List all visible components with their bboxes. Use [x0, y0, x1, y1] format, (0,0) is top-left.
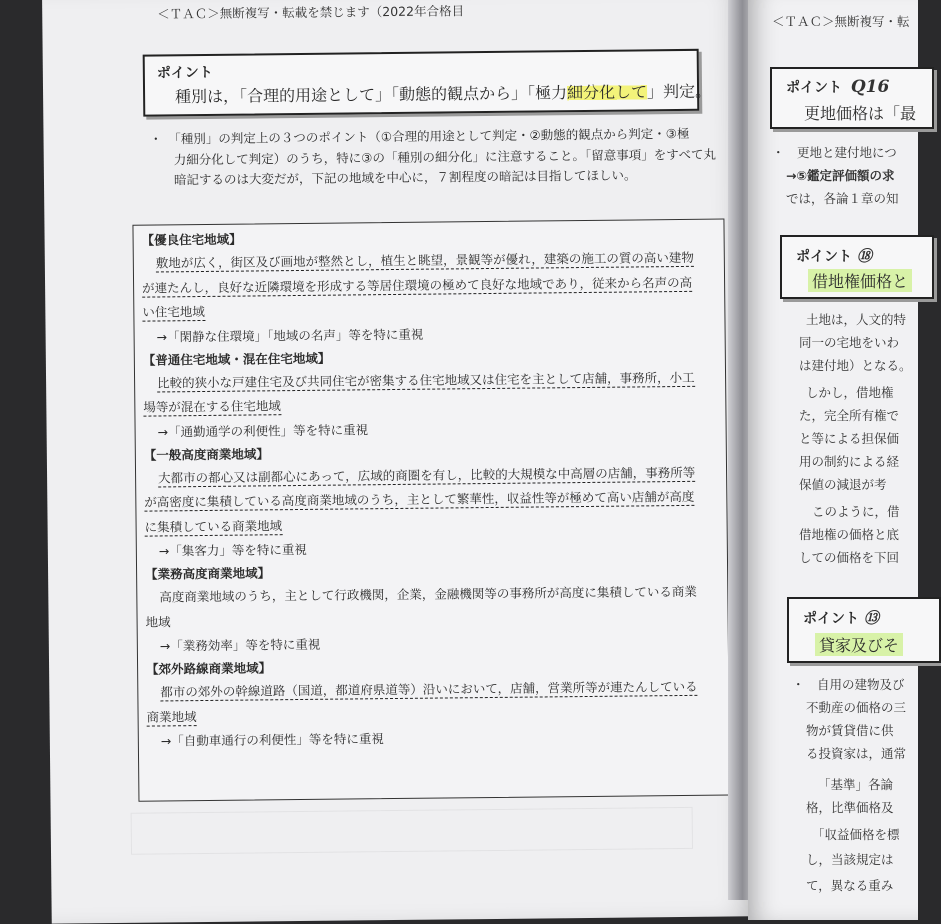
right-text-line: このように，借: [812, 504, 900, 519]
right-text-line: ・ 自用の建物及び: [792, 677, 905, 692]
right-point-title-2: ポイント: [796, 249, 852, 265]
right-text-line: 同一の宅地をいわ: [799, 335, 900, 350]
right-point-body-2: 借地権価格と: [808, 269, 912, 292]
right-point-title-1: ポイント: [786, 80, 842, 96]
zone-desc-line: い住宅地域: [142, 303, 205, 320]
right-text-line: た，完全所有権で: [799, 408, 900, 423]
zone-title: 【郊外路線商業地域】: [146, 660, 272, 677]
right-text-line: しかし，借地権: [806, 385, 894, 400]
right-text-line: は建付地）となる。: [799, 358, 912, 373]
zone-desc-line: 比較的狭小な戸建住宅及び共同住宅が密集する住宅地域又は住宅を主として店舗，事務所，小工: [157, 369, 695, 390]
right-point-body-1: 更地価格は「最: [804, 104, 917, 123]
right-point-title-3: ポイント: [803, 611, 859, 627]
zone-title: 【普通住宅地域・混在住宅地域】: [142, 350, 331, 368]
bullet-line: 力細分化して判定）のうち，特に③の「種別の細分化」に注意すること。「留意事項」をすべて丸: [173, 146, 717, 167]
right-text-line: 「収益価格を標: [812, 827, 900, 842]
right-page-header: ＜ＴＡＣ＞無断複写・転: [772, 14, 910, 29]
zone-excellent-residential: [141, 224, 694, 349]
point-body: [175, 79, 711, 108]
right-text-line: 格，比準価格及: [806, 800, 894, 815]
right-text-line: 借地権の価格と底: [799, 527, 900, 542]
handwritten-note-18: ⑱: [856, 247, 872, 265]
left-page: [42, 0, 752, 924]
point-body-text: 種別は，「合理的用途として」「動態的観点から」「極力: [175, 83, 568, 107]
zone-desc-line: 地域: [145, 613, 171, 630]
right-text-line: て，異なる重み: [806, 878, 894, 893]
zone-note: →「自動車通行の利便性」等を特に重視: [160, 731, 384, 749]
right-point-body-3: 貸家及びそ: [815, 633, 903, 656]
zone-desc-line: 商業地域: [146, 708, 197, 725]
right-text-line: し，当該規定は: [806, 852, 894, 867]
zone-desc-line: に集積している商業地域: [144, 517, 283, 535]
right-point-box-3: [787, 597, 941, 663]
show-through-box: [131, 807, 693, 855]
point-title: ポイント: [156, 64, 213, 82]
right-text-line: しての価格を下回: [799, 550, 900, 565]
zone-business-high-commercial: [145, 558, 698, 659]
right-text-line: では，各論１章の知: [786, 191, 899, 206]
right-text-line: 土地は，人文的特: [806, 312, 907, 327]
zone-desc-line: が連たんし，良好な近隣環境を形成する等居住環境の極めて良好な地域であり，従来から名声の高: [142, 274, 693, 296]
zone-desc-line: 場等が混在する住宅地域: [143, 398, 281, 415]
right-text-line: と等による担保価: [799, 431, 900, 446]
zone-note: →「閑静な住環境」「地域の名声」等を特に重視: [156, 326, 424, 344]
district-list-box: [132, 219, 730, 802]
zone-title: 【一般高度商業地域】: [143, 445, 269, 463]
right-text-line: 物が賃貸借に供: [806, 723, 894, 738]
right-point-box-1: [770, 67, 934, 129]
zone-ordinary-residential: [143, 343, 696, 444]
right-text-line: 「基準」各論: [818, 777, 894, 792]
right-text-line: る投資家は，通常: [806, 746, 907, 761]
bullet-mark: ・: [149, 131, 163, 147]
zone-title: 【優良住宅地域】: [141, 231, 242, 248]
zone-note: →「業務効率」等を特に重視: [159, 636, 321, 654]
right-point-box-2: [780, 235, 934, 299]
bullet-line: 暗記するのは大変だが，下記の地域を中心に，７割程度の暗記は目指してほしい。: [173, 167, 637, 188]
zone-desc-line: 都市の郊外の幹線道路（国道，都道府県道等）沿いにおいて，店舗，営業所等が連たんしている: [160, 678, 698, 700]
point-box: [143, 49, 712, 117]
right-text-line: ・ 更地と建付地につ: [772, 145, 897, 160]
zone-title: 【業務高度商業地域】: [145, 565, 271, 582]
intro-bullet: [149, 124, 716, 191]
zone-desc-line: 大都市の都心又は副都心にあって，広域的商圏を有し，比較的大規模な中高層の店舗，事務所等: [158, 464, 696, 485]
zone-note: →「通勤通学の利便性」等を特に重視: [157, 421, 369, 439]
bullet-line: ・ 「種別」の判定上の３つのポイント（①合理的用途として判定・②動態的観点から判定・③極: [149, 125, 690, 147]
district-list: [141, 224, 698, 754]
page-header: ＜ＴＡＣ＞無断複写・転載を禁じます（2022年合格目: [157, 3, 465, 22]
zone-general-high-commercial: [144, 438, 697, 563]
zone-note: →「集客力」等を特に重視: [158, 541, 307, 559]
zone-suburban-roadside-commercial: [146, 653, 699, 754]
highlighted-phrase: 細分化して: [567, 82, 648, 103]
handwritten-note-13: ⑬: [863, 609, 879, 627]
zone-desc-line: が高密度に集積している高度商業地域のうち，主として繁華性，収益性等が極めて高い店舗が高度: [144, 488, 695, 510]
zone-desc-line: 高度商業地域のうち，主として行政機関，企業，金融機関等の事務所が高度に集積している商業: [159, 583, 697, 605]
right-text-line: 保値の減退が考: [799, 477, 887, 492]
right-text-line: 不動産の価格の三: [806, 700, 907, 715]
handwritten-note-q16: Q16: [850, 77, 890, 97]
right-text-line: 用の制約による経: [799, 454, 900, 469]
point-body-end: 」判定。: [647, 81, 712, 102]
zone-desc-line: 敷地が広く，街区及び画地が整然とし，植生と眺望，景観等が優れ，建築の施工の質の高い建物: [155, 249, 694, 271]
right-text-line: →⑤鑑定評価額の求: [786, 168, 895, 183]
